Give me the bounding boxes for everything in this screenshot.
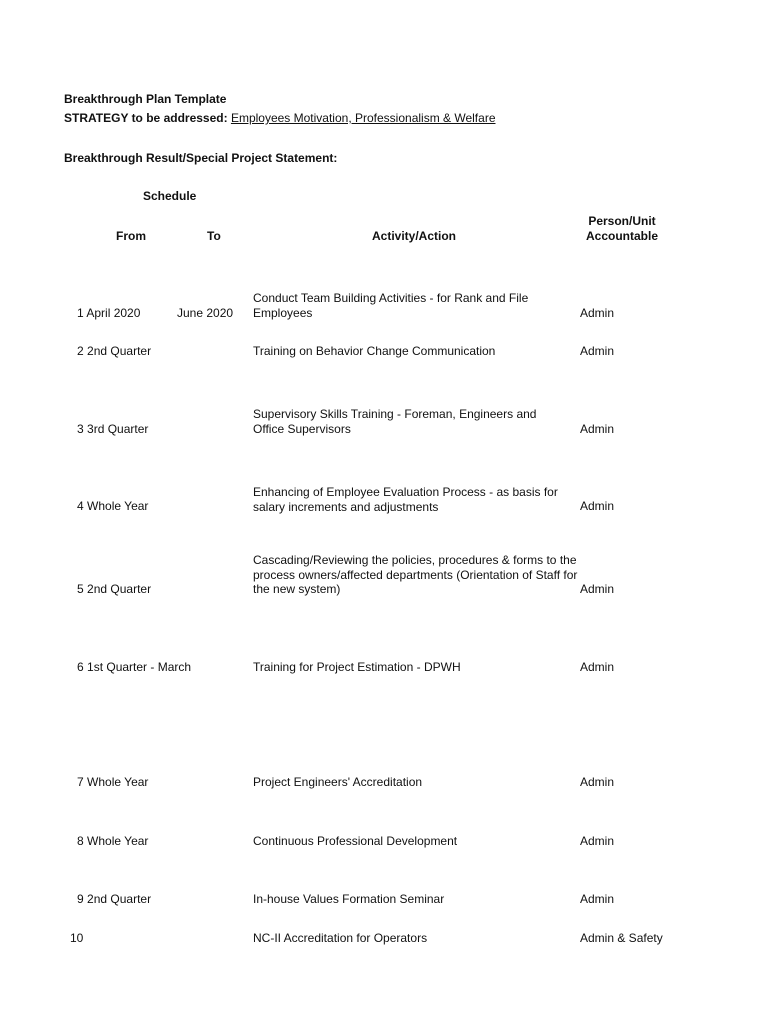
row-from: 6 1st Quarter - March bbox=[77, 660, 192, 674]
document-title: Breakthrough Plan Template bbox=[64, 92, 227, 106]
row-person: Admin bbox=[580, 344, 615, 358]
row-from: 9 2nd Quarter bbox=[77, 892, 152, 906]
row-from: 7 Whole Year bbox=[77, 775, 149, 789]
row-activity: Training for Project Estimation - DPWH bbox=[253, 660, 461, 674]
row-person: Admin bbox=[580, 422, 615, 436]
row-activity: Enhancing of Employee Evaluation Process - as basis for salary increments and adjustments bbox=[253, 485, 558, 514]
row-number: 10 bbox=[70, 931, 84, 945]
row-from: 5 2nd Quarter bbox=[77, 582, 152, 596]
row-from: 3 3rd Quarter bbox=[77, 422, 149, 436]
row-person: Admin & Safety bbox=[580, 931, 663, 945]
strategy-line bbox=[64, 111, 496, 126]
row-from: 8 Whole Year bbox=[77, 834, 149, 848]
row-person: Admin bbox=[580, 499, 615, 513]
row-from: 2 2nd Quarter bbox=[77, 344, 152, 358]
row-from: 4 Whole Year bbox=[77, 499, 149, 513]
row-person: Admin bbox=[580, 306, 615, 320]
row-activity: Continuous Professional Development bbox=[253, 834, 458, 848]
row-person: Admin bbox=[580, 892, 615, 906]
row-activity: In-house Values Formation Seminar bbox=[253, 892, 445, 906]
statement-label: Breakthrough Result/Special Project Statement: bbox=[64, 151, 338, 165]
row-person: Admin bbox=[580, 660, 615, 674]
row-activity: Conduct Team Building Activities - for Rank and File Employees bbox=[253, 291, 529, 320]
schedule-header: Schedule bbox=[143, 189, 197, 203]
person-header bbox=[578, 214, 666, 243]
strategy-label: STRATEGY to be addressed: bbox=[64, 111, 228, 125]
row-person: Admin bbox=[580, 582, 615, 596]
row-activity: Training on Behavior Change Communication bbox=[253, 344, 496, 358]
row-from: 1 April 2020 bbox=[77, 306, 141, 320]
row-activity: Cascading/Reviewing the policies, procedures & forms to the process owners/affected departments (Orientation of Staff for the new system) bbox=[253, 553, 578, 596]
activity-header: Activity/Action bbox=[372, 229, 457, 243]
row-activity: NC-II Accreditation for Operators bbox=[253, 931, 428, 945]
to-header: To bbox=[207, 229, 221, 243]
row-activity: Project Engineers' Accreditation bbox=[253, 775, 423, 789]
row-activity: Supervisory Skills Training - Foreman, Engineers and Office Supervisors bbox=[253, 407, 537, 436]
row-person: Admin bbox=[580, 834, 615, 848]
strategy-value: Employees Motivation, Professionalism & Welfare bbox=[230, 111, 496, 125]
person-header-line1: Person/Unit bbox=[588, 214, 656, 228]
row-to: June 2020 bbox=[177, 306, 234, 320]
person-header-line2: Accountable bbox=[585, 228, 658, 243]
row-person: Admin bbox=[580, 775, 615, 789]
from-header: From bbox=[116, 229, 146, 243]
